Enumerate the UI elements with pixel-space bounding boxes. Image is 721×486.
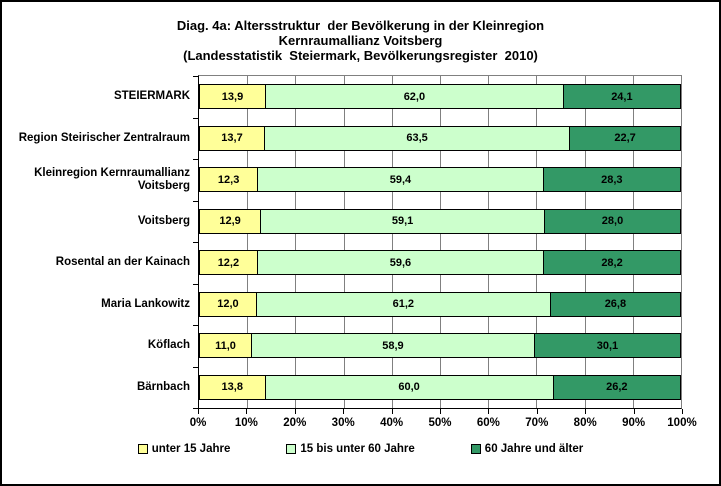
category-label	[2, 367, 190, 409]
legend-label: unter 15 Jahre	[151, 443, 231, 455]
bar-segment	[257, 250, 544, 275]
bar-segment	[199, 209, 261, 234]
bar-segment	[543, 167, 681, 192]
x-tick-label: 100%	[667, 417, 697, 429]
bar-segment	[265, 84, 564, 109]
x-tick	[198, 409, 199, 414]
bar-segment	[260, 209, 545, 234]
bar-value-label: 24,1	[611, 90, 633, 103]
legend-item	[286, 443, 414, 455]
x-tick-label: 80%	[573, 417, 597, 429]
bar-row	[199, 84, 681, 109]
legend	[2, 443, 719, 455]
legend-label: 15 bis unter 60 Jahre	[300, 443, 415, 455]
bar-segment	[256, 292, 551, 317]
legend-label: 60 Jahre und älter	[484, 443, 584, 455]
x-axis-labels	[189, 417, 697, 431]
legend-item	[138, 443, 231, 455]
bar-value-label: 12,9	[219, 215, 241, 228]
category-axis-labels	[2, 76, 190, 408]
bar-segment	[265, 375, 554, 400]
category-label-line: Voitsberg	[137, 214, 190, 227]
x-tick-label: 30%	[331, 417, 355, 429]
bar-value-label: 59,6	[389, 256, 412, 269]
bar-value-label: 28,3	[601, 173, 623, 186]
bar-segment	[544, 209, 681, 234]
bar-value-label: 61,2	[392, 298, 415, 311]
legend-swatch	[471, 444, 481, 454]
category-label-line: STEIERMARK	[113, 90, 190, 103]
bar-segment	[257, 167, 543, 192]
x-tick-label: 70%	[525, 417, 549, 429]
x-axis-ticks	[198, 409, 682, 415]
bar-row	[199, 126, 681, 151]
bar-value-label: 12,2	[217, 256, 240, 269]
bar-segment	[199, 250, 258, 275]
bar-value-label: 58,9	[382, 339, 404, 352]
bar-value-label: 11,0	[215, 339, 236, 352]
category-tick	[193, 159, 198, 160]
bar-segment	[264, 126, 570, 151]
bar-row	[199, 375, 681, 400]
plot-area	[198, 75, 682, 409]
category-label	[2, 76, 190, 118]
x-tick	[488, 409, 489, 414]
bar-value-label: 63,5	[406, 132, 428, 145]
bar-segment	[543, 250, 681, 275]
bar-row	[199, 292, 681, 317]
x-tick-label: 40%	[380, 417, 404, 429]
x-tick-label: 50%	[428, 417, 452, 429]
category-tick	[193, 242, 198, 243]
bar-value-label: 62,0	[403, 90, 426, 103]
category-tick	[193, 201, 198, 202]
bar-segment	[569, 126, 681, 151]
x-tick	[537, 409, 538, 414]
category-tick	[193, 76, 198, 77]
bar-value-label: 26,8	[604, 298, 627, 311]
category-label	[2, 118, 190, 160]
legend-swatch	[286, 444, 296, 454]
bar-segment	[251, 333, 535, 358]
x-tick-label: 0%	[189, 417, 207, 429]
chart-title	[2, 18, 719, 63]
category-label-line: Köflach	[147, 339, 190, 352]
bar-segment	[199, 84, 266, 109]
bar-value-label: 59,4	[389, 173, 412, 186]
category-label-line: Voitsberg	[137, 179, 190, 192]
bar-value-label: 28,2	[601, 256, 623, 269]
category-tick	[193, 118, 198, 119]
x-tick	[682, 409, 683, 414]
category-label-line: Bärnbach	[136, 380, 190, 393]
x-tick	[295, 409, 296, 414]
bar-value-label: 30,1	[596, 339, 619, 352]
category-label	[2, 325, 190, 367]
legend-swatch	[138, 444, 148, 454]
category-label-line: Rosental an der Kainach	[55, 256, 190, 269]
x-tick-label: 10%	[234, 417, 258, 429]
x-tick-label: 90%	[622, 417, 646, 429]
bar-segment	[563, 84, 681, 109]
legend-item	[471, 443, 583, 455]
bar-value-label: 13,8	[221, 381, 243, 394]
category-tick	[193, 325, 198, 326]
title-line-2: Kernraumallianz Voitsberg	[278, 33, 443, 48]
bar-value-label: 26,2	[606, 381, 628, 394]
bar-row	[199, 333, 681, 358]
title-line-1: Diag. 4a: Altersstruktur der Bevölkerung in der Kleinregion	[176, 18, 545, 33]
category-label-line: Kleinregion Kernraumallianz	[34, 166, 190, 179]
bar-value-label: 12,0	[217, 298, 239, 311]
bar-segment	[199, 375, 266, 400]
x-tick	[246, 409, 247, 414]
bar-value-label: 22,7	[614, 132, 636, 145]
bar-segment	[199, 292, 257, 317]
bar-value-label: 59,1	[391, 215, 414, 228]
bar-row	[199, 167, 681, 192]
x-tick	[343, 409, 344, 414]
category-tick	[193, 367, 198, 368]
bar-row	[199, 250, 681, 275]
category-tick	[193, 284, 198, 285]
x-tick	[392, 409, 393, 414]
x-tick	[634, 409, 635, 414]
x-tick	[440, 409, 441, 414]
bar-segment	[534, 333, 681, 358]
x-tick	[585, 409, 586, 414]
x-tick-label: 20%	[283, 417, 307, 429]
category-label	[2, 159, 190, 201]
category-label	[2, 201, 190, 243]
bar-segment	[199, 167, 258, 192]
category-label	[2, 284, 190, 326]
category-label-line: Maria Lankowitz	[101, 297, 190, 310]
bar-segment	[199, 333, 252, 358]
bar-value-label: 28,0	[601, 215, 624, 228]
bar-value-label: 60,0	[398, 381, 420, 394]
bar-value-label: 12,3	[217, 173, 240, 186]
bar-segment	[550, 292, 681, 317]
category-label	[2, 242, 190, 284]
category-label-line: Region Steirischer Zentralraum	[18, 131, 190, 144]
bar-row	[199, 209, 681, 234]
x-tick-label: 60%	[476, 417, 500, 429]
bar-segment	[199, 126, 265, 151]
bar-value-label: 13,7	[221, 132, 243, 145]
title-line-3: (Landesstatistik Steiermark, Bevölkerungsregister 2010)	[183, 48, 538, 63]
bar-value-label: 13,9	[221, 90, 244, 103]
bar-segment	[553, 375, 681, 400]
